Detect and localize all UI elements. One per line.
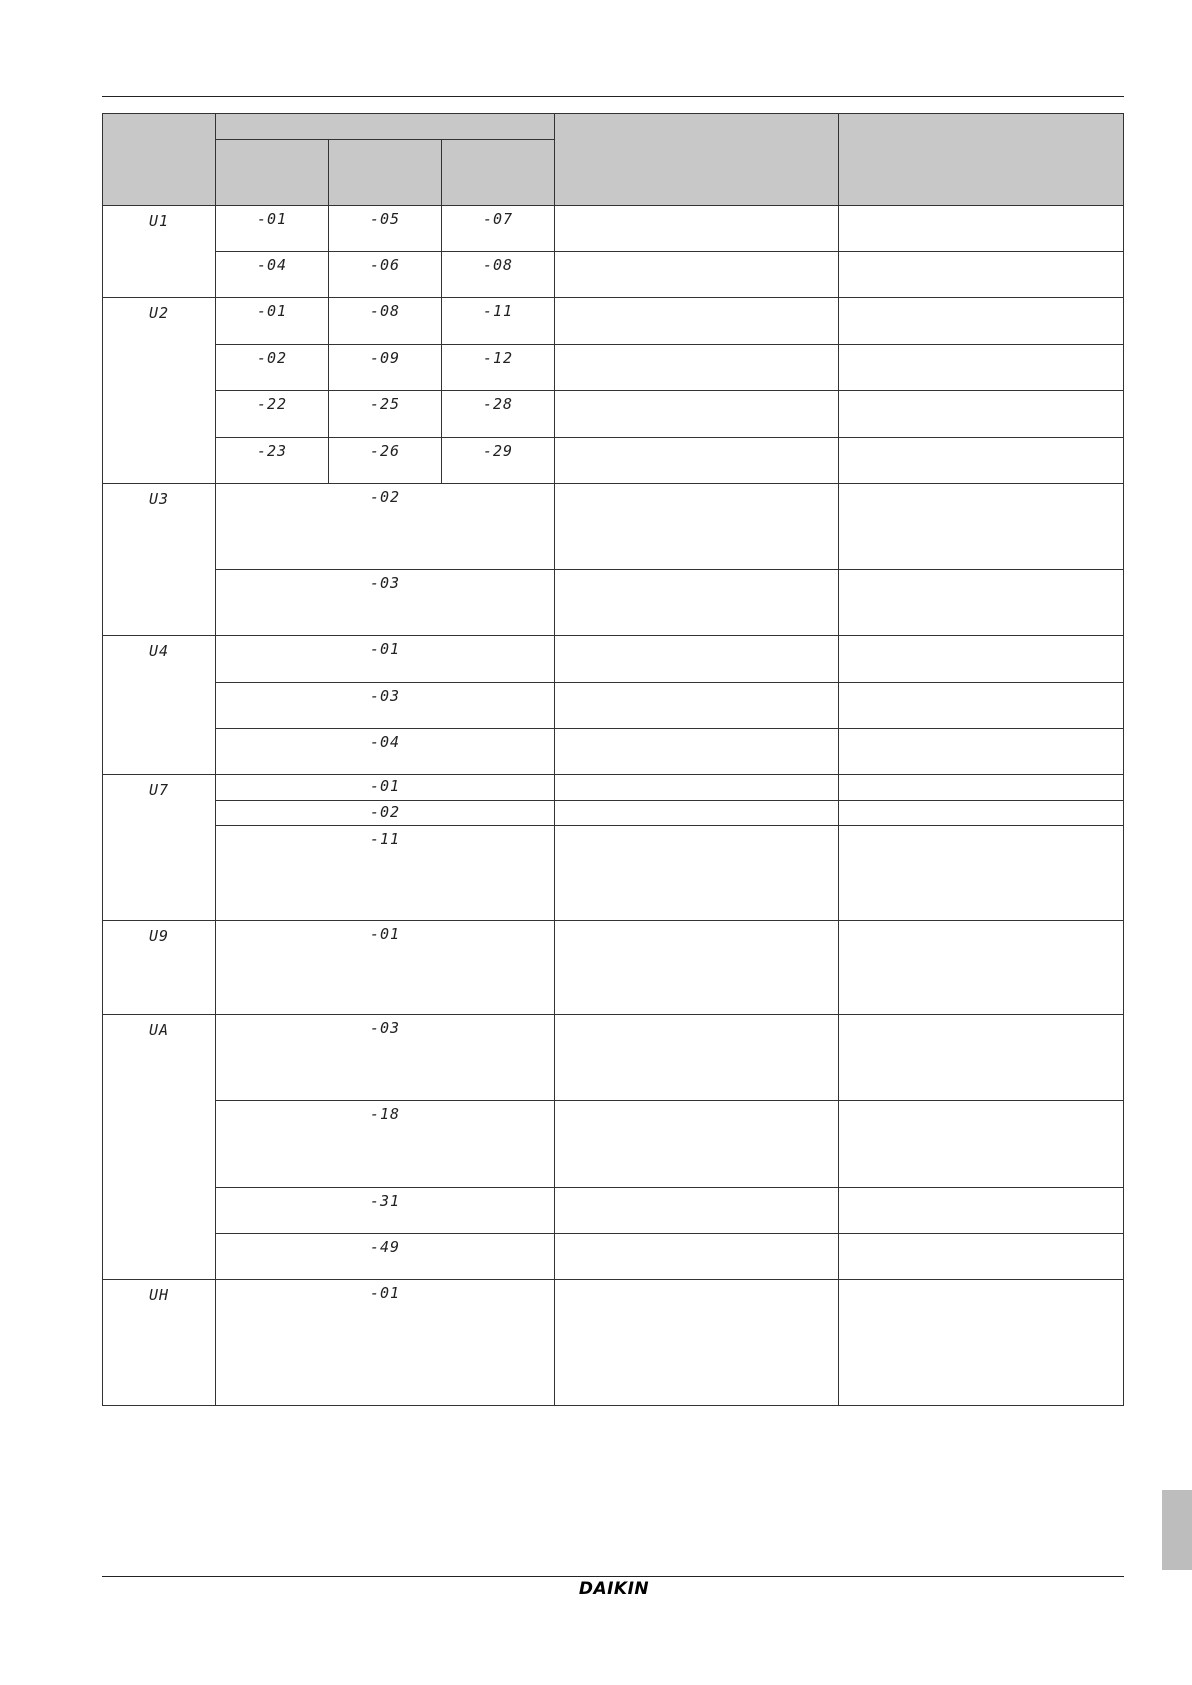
main-code: U1 bbox=[103, 206, 216, 298]
description-cell bbox=[555, 484, 839, 570]
solution-cell bbox=[839, 1280, 1124, 1406]
header-sub-col-2 bbox=[329, 140, 442, 206]
solution-cell bbox=[839, 438, 1124, 484]
solution-cell bbox=[839, 1234, 1124, 1280]
header-rule bbox=[102, 96, 1124, 97]
solution-cell bbox=[839, 826, 1124, 921]
description-cell bbox=[555, 801, 839, 826]
solution-cell bbox=[839, 298, 1124, 345]
description-cell bbox=[555, 298, 839, 345]
solution-cell bbox=[839, 1015, 1124, 1101]
solution-cell bbox=[839, 570, 1124, 636]
solution-cell bbox=[839, 252, 1124, 298]
table-row bbox=[103, 801, 1124, 826]
description-cell bbox=[555, 1015, 839, 1101]
sub-code: -02 bbox=[216, 801, 555, 826]
sub-code: -05 bbox=[329, 206, 442, 252]
header-sub-col-3 bbox=[442, 140, 555, 206]
sub-code: -01 bbox=[216, 298, 329, 345]
header-sub-code-group bbox=[216, 114, 555, 140]
sub-code: -11 bbox=[442, 298, 555, 345]
description-cell bbox=[555, 1234, 839, 1280]
sub-code: -01 bbox=[216, 921, 555, 1015]
solution-cell bbox=[839, 1101, 1124, 1188]
error-code-table bbox=[102, 113, 1124, 1406]
sub-code: -04 bbox=[216, 729, 555, 775]
description-cell bbox=[555, 252, 839, 298]
main-code: U9 bbox=[103, 921, 216, 1015]
solution-cell bbox=[839, 683, 1124, 729]
solution-cell bbox=[839, 775, 1124, 801]
description-cell bbox=[555, 1188, 839, 1234]
solution-cell bbox=[839, 345, 1124, 391]
sub-code: -12 bbox=[442, 345, 555, 391]
description-cell bbox=[555, 826, 839, 921]
sub-code: -08 bbox=[442, 252, 555, 298]
solution-cell bbox=[839, 1188, 1124, 1234]
table-row bbox=[103, 1015, 1124, 1101]
table-row bbox=[103, 206, 1124, 252]
description-cell bbox=[555, 206, 839, 252]
header-row bbox=[103, 114, 1124, 140]
main-code: U3 bbox=[103, 484, 216, 636]
table-row bbox=[103, 298, 1124, 345]
table-row bbox=[103, 775, 1124, 801]
sub-code: -03 bbox=[216, 570, 555, 636]
solution-cell bbox=[839, 484, 1124, 570]
table-row bbox=[103, 570, 1124, 636]
table-row bbox=[103, 438, 1124, 484]
description-cell bbox=[555, 775, 839, 801]
daikin-logo: DAIKIN bbox=[578, 1579, 650, 1599]
footer-rule bbox=[102, 1576, 1124, 1577]
sub-code: -31 bbox=[216, 1188, 555, 1234]
sub-code: -23 bbox=[216, 438, 329, 484]
table-row bbox=[103, 1280, 1124, 1406]
main-code: UH bbox=[103, 1280, 216, 1406]
table-row bbox=[103, 729, 1124, 775]
table-row bbox=[103, 345, 1124, 391]
sub-code: -03 bbox=[216, 683, 555, 729]
header-main-code bbox=[103, 114, 216, 206]
solution-cell bbox=[839, 636, 1124, 683]
description-cell bbox=[555, 683, 839, 729]
sub-code: -07 bbox=[442, 206, 555, 252]
description-cell bbox=[555, 438, 839, 484]
sub-code: -08 bbox=[329, 298, 442, 345]
table-row bbox=[103, 683, 1124, 729]
sub-code: -28 bbox=[442, 391, 555, 438]
solution-cell bbox=[839, 921, 1124, 1015]
solution-cell bbox=[839, 729, 1124, 775]
description-cell bbox=[555, 1101, 839, 1188]
description-cell bbox=[555, 391, 839, 438]
sub-code: -04 bbox=[216, 252, 329, 298]
main-code: U2 bbox=[103, 298, 216, 484]
sub-code: -02 bbox=[216, 345, 329, 391]
table-row bbox=[103, 252, 1124, 298]
solution-cell bbox=[839, 206, 1124, 252]
sub-code: -01 bbox=[216, 206, 329, 252]
table-row bbox=[103, 1101, 1124, 1188]
table-row bbox=[103, 636, 1124, 683]
sub-code: -25 bbox=[329, 391, 442, 438]
sub-code: -11 bbox=[216, 826, 555, 921]
sub-code: -06 bbox=[329, 252, 442, 298]
description-cell bbox=[555, 345, 839, 391]
main-code: U4 bbox=[103, 636, 216, 775]
sub-code: -03 bbox=[216, 1015, 555, 1101]
sub-code: -49 bbox=[216, 1234, 555, 1280]
table-row bbox=[103, 484, 1124, 570]
solution-cell bbox=[839, 391, 1124, 438]
sub-code: -01 bbox=[216, 636, 555, 683]
sub-code: -26 bbox=[329, 438, 442, 484]
header-sub-col-1 bbox=[216, 140, 329, 206]
main-code: UA bbox=[103, 1015, 216, 1280]
table-row bbox=[103, 1234, 1124, 1280]
sub-code: -22 bbox=[216, 391, 329, 438]
sub-code: -01 bbox=[216, 775, 555, 801]
sub-code: -29 bbox=[442, 438, 555, 484]
header-description bbox=[555, 114, 839, 206]
solution-cell bbox=[839, 801, 1124, 826]
chapter-tab bbox=[1162, 1490, 1192, 1570]
description-cell bbox=[555, 570, 839, 636]
sub-code: -01 bbox=[216, 1280, 555, 1406]
sub-code: -18 bbox=[216, 1101, 555, 1188]
main-code: U7 bbox=[103, 775, 216, 921]
table-row bbox=[103, 391, 1124, 438]
table-row bbox=[103, 921, 1124, 1015]
sub-code: -09 bbox=[329, 345, 442, 391]
header-solution bbox=[839, 114, 1124, 206]
description-cell bbox=[555, 1280, 839, 1406]
table-row bbox=[103, 826, 1124, 921]
description-cell bbox=[555, 729, 839, 775]
table-row bbox=[103, 1188, 1124, 1234]
sub-code: -02 bbox=[216, 484, 555, 570]
description-cell bbox=[555, 636, 839, 683]
description-cell bbox=[555, 921, 839, 1015]
